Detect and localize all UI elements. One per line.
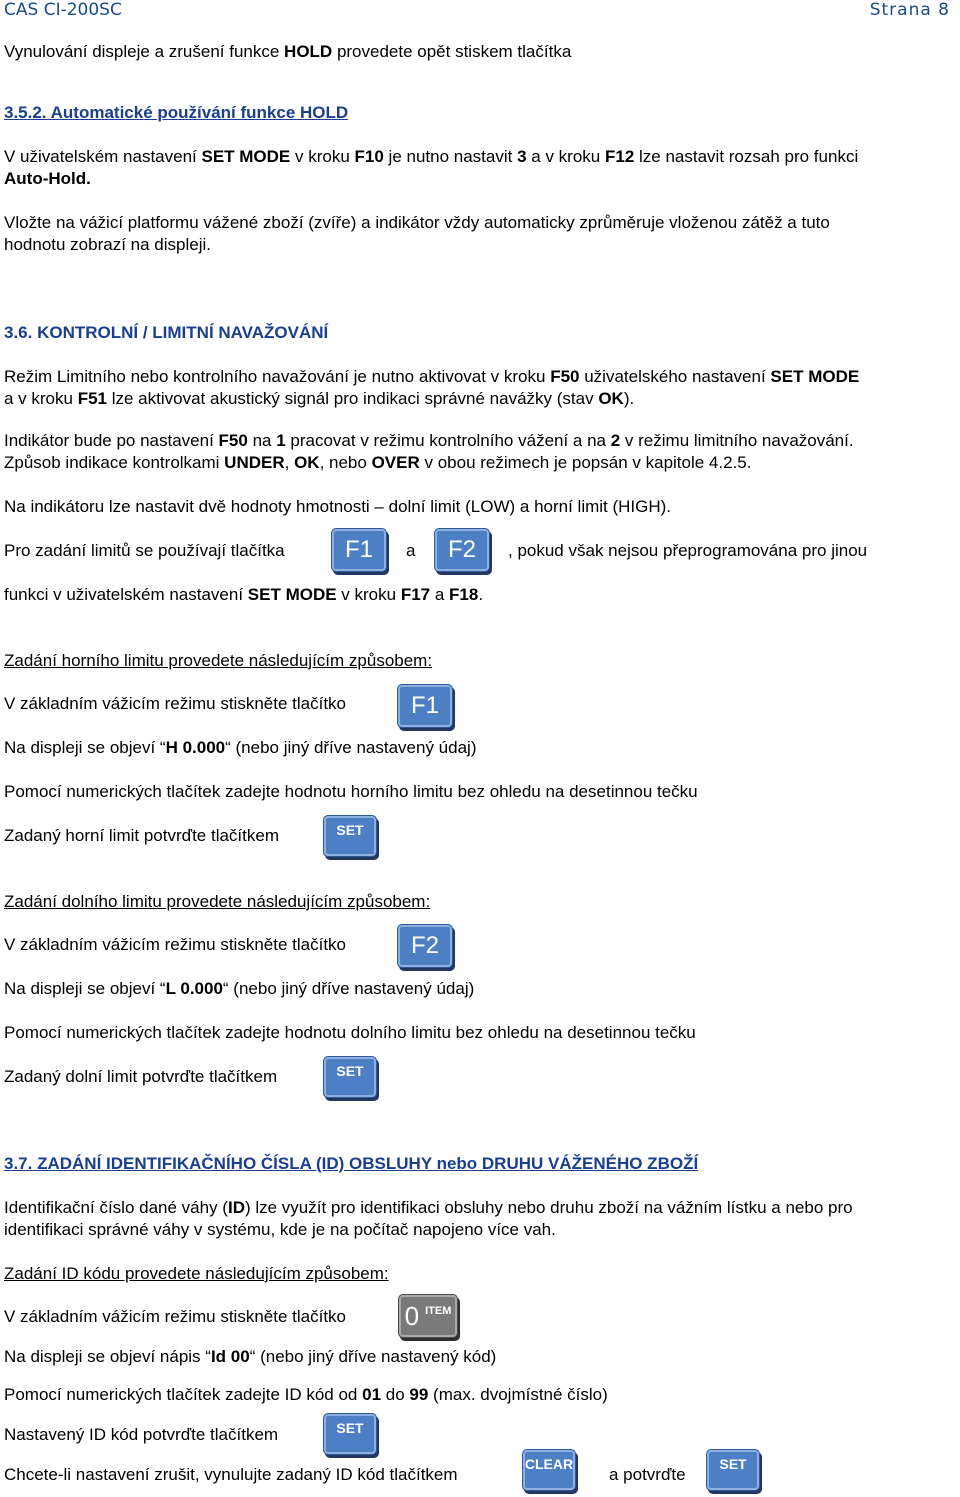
clear-key: CLEAR [522, 1449, 576, 1491]
paragraph-keys-1c: , pokud však nejsou přeprogramována pro jinou [508, 541, 868, 560]
paragraph-keys-2: funkci v uživatelském nastavení SET MODE v kroku F17 a F18. [4, 585, 484, 604]
paragraph-auto-4: hodnotu zobrazí na displeji. [4, 235, 211, 254]
heading-3-7: 3.7. ZADÁNÍ IDENTIFIKAČNÍHO ČÍSLA (ID) OBSLUHY nebo DRUHU VÁŽENÉHO ZBOŽÍ [4, 1154, 699, 1173]
subheading-high-limit: Zadání horního limitu provedete následujícím způsobem: [4, 651, 433, 670]
zero-key-digit: 0 [404, 1300, 420, 1331]
set-key-id: SET [323, 1413, 377, 1455]
paragraph-limit-3: Indikátor bude po nastavení F50 na 1 pracovat v režimu kontrolního vážení a na 2 v režimu limitního navažování. [4, 431, 854, 450]
high-step-2: Na displeji se objeví “H 0.000“ (nebo jiný dříve nastavený údaj) [4, 738, 477, 757]
paragraph-keys-1a: Pro zadání limitů se používají tlačítka [4, 541, 285, 560]
paragraph-limit-4: Způsob indikace kontrolkami UNDER, OK, nebo OVER v obou režimech je popsán v kapitole 4.2.5. [4, 453, 752, 472]
item-key-label: ITEM [425, 1305, 452, 1317]
f2-key: F2 [434, 528, 490, 572]
high-step-3: Pomocí numerických tlačítek zadejte hodnotu horního limitu bez ohledu na desetinnou tečku [4, 782, 698, 801]
paragraph-keys-1b: a [406, 541, 416, 560]
f2-key-low: F2 [397, 924, 453, 968]
paragraph-hold-reset: Vynulování displeje a zrušení funkce HOLD provedete opět stiskem tlačítka [4, 42, 572, 61]
id-step-4: Nastavený ID kód potvrďte tlačítkem [4, 1425, 279, 1444]
paragraph-auto-2: Auto-Hold. [4, 169, 91, 188]
heading-3-5-2: 3.5.2. Automatické používání funkce HOLD [4, 103, 349, 122]
paragraph-auto-1: V uživatelském nastavení SET MODE v kroku F10 je nutno nastavit 3 a v kroku F12 lze nastavit rozsah pro funkci [4, 147, 859, 166]
paragraph-id-1: Identifikační číslo dané váhy (ID) lze využít pro identifikaci obsluhy nebo druhu zboží na vážním lístku a nebo pro [4, 1198, 853, 1217]
paragraph-limit-1: Režim Limitního nebo kontrolního navažování je nutno aktivovat v kroku F50 uživatelského nastavení SET MODE [4, 367, 860, 386]
subheading-id: Zadání ID kódu provedete následujícím způsobem: [4, 1264, 389, 1283]
zero-item-key [398, 1294, 458, 1338]
header-page-number: Strana 8 [869, 0, 950, 20]
paragraph-limit-2: a v kroku F51 lze aktivovat akustický signál pro indikaci správné navážky (stav OK). [4, 389, 635, 408]
high-step-4: Zadaný horní limit potvrďte tlačítkem [4, 826, 279, 845]
header-title: CAS CI-200SC [4, 0, 122, 20]
id-step-3: Pomocí numerických tlačítek zadejte ID kód od 01 do 99 (max. dvojmístné číslo) [4, 1385, 608, 1404]
id-step-5b: a potvrďte [609, 1465, 686, 1484]
low-step-1: V základním vážicím režimu stiskněte tlačítko [4, 935, 347, 954]
heading-3-6: 3.6. KONTROLNÍ / LIMITNÍ NAVAŽOVÁNÍ [4, 323, 329, 342]
set-key-confirm: SET [706, 1449, 760, 1491]
page-header [4, 0, 950, 24]
id-step-5a: Chcete-li nastavení zrušit, vynulujte zadaný ID kód tlačítkem [4, 1465, 458, 1484]
set-key-low: SET [323, 1056, 377, 1098]
set-key-high: SET [323, 815, 377, 857]
paragraph-limit-5: Na indikátoru lze nastavit dvě hodnoty hmotnosti – dolní limit (LOW) a horní limit (HIGH). [4, 497, 672, 516]
paragraph-auto-3: Vložte na vážicí platformu vážené zboží (zvíře) a indikátor vždy automaticky zprůměruje vloženou zátěž a tuto [4, 213, 830, 232]
f1-key: F1 [331, 528, 387, 572]
id-step-2: Na displeji se objeví nápis “Id 00“ (nebo jiný dříve nastavený kód) [4, 1347, 497, 1366]
high-step-1: V základním vážicím režimu stiskněte tlačítko [4, 694, 347, 713]
f1-key-high: F1 [397, 684, 453, 728]
paragraph-id-2: identifikaci správné váhy v systému, kde je na počítač napojeno více vah. [4, 1220, 556, 1239]
low-step-2: Na displeji se objeví “L 0.000“ (nebo jiný dříve nastavený údaj) [4, 979, 475, 998]
id-step-1: V základním vážicím režimu stiskněte tlačítko [4, 1307, 347, 1326]
low-step-4: Zadaný dolní limit potvrďte tlačítkem [4, 1067, 278, 1086]
subheading-low-limit: Zadání dolního limitu provedete následujícím způsobem: [4, 892, 431, 911]
low-step-3: Pomocí numerických tlačítek zadejte hodnotu dolního limitu bez ohledu na desetinnou tečku [4, 1023, 696, 1042]
